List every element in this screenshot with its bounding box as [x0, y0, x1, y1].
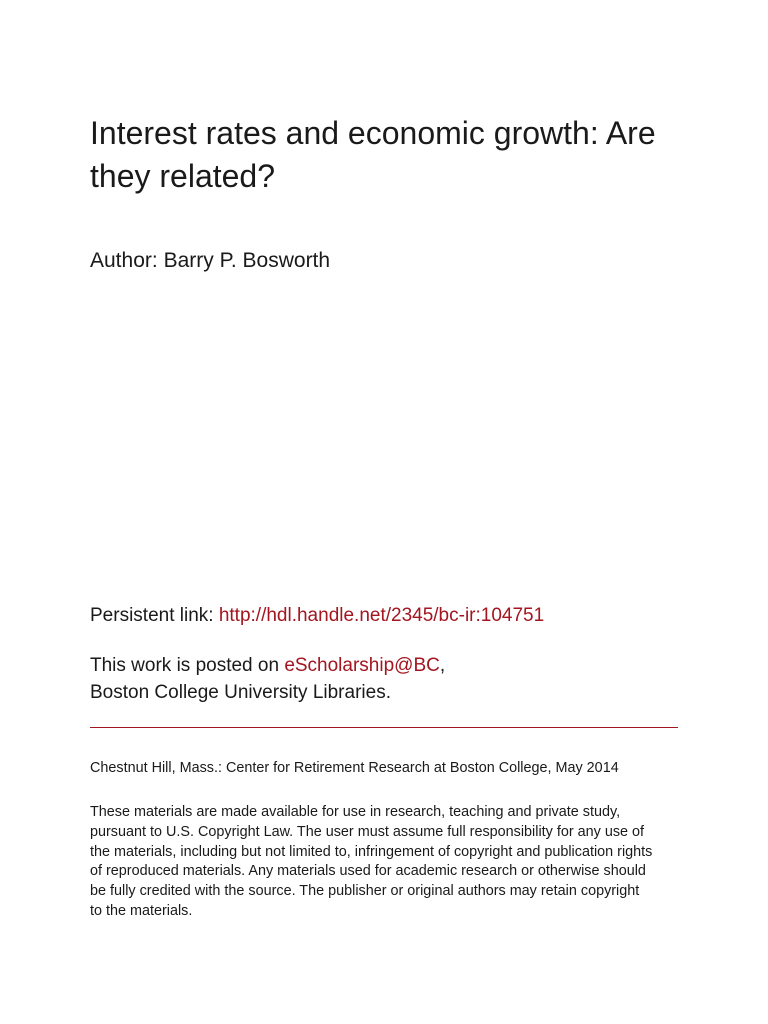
author-line — [90, 246, 330, 276]
author-label: Author: — [90, 249, 158, 272]
title-line-1: Interest rates and economic growth: Are — [90, 115, 656, 151]
posted-line-2: Boston College University Libraries. — [90, 682, 391, 703]
rights-line-2: pursuant to U.S. Copyright Law. The user must assume full responsibility for any use of — [90, 823, 645, 840]
posted-statement — [90, 652, 445, 706]
document-title — [90, 112, 710, 198]
posted-prefix: This work is posted on — [90, 655, 280, 676]
rights-line-4: of reproduced materials. Any materials used for academic research or otherwise should — [90, 863, 646, 880]
escholarship-link[interactable]: eScholarship@BC — [284, 655, 440, 676]
posted-suffix: , — [439, 655, 446, 676]
divider-rule — [90, 727, 678, 728]
citation-line: Chestnut Hill, Mass.: Center for Retirement Research at Boston College, May 2014 — [90, 760, 619, 776]
rights-line-3: the materials, including but not limited to, infringement of copyright and publication rights — [90, 843, 653, 860]
rights-statement — [90, 803, 680, 922]
persistent-link-label: Persistent link: — [90, 605, 214, 626]
rights-line-6: to the materials. — [90, 902, 193, 919]
rights-line-5: be fully credited with the source. The publisher or original authors may retain copyright — [90, 883, 640, 900]
persistent-link-url[interactable]: http://hdl.handle.net/2345/bc-ir:104751 — [218, 605, 545, 626]
persistent-link-line — [90, 602, 544, 630]
author-name: Barry P. Bosworth — [163, 249, 331, 272]
rights-line-1: These materials are made available for use in research, teaching and private study, — [90, 804, 621, 820]
title-line-2: they related? — [90, 158, 276, 194]
